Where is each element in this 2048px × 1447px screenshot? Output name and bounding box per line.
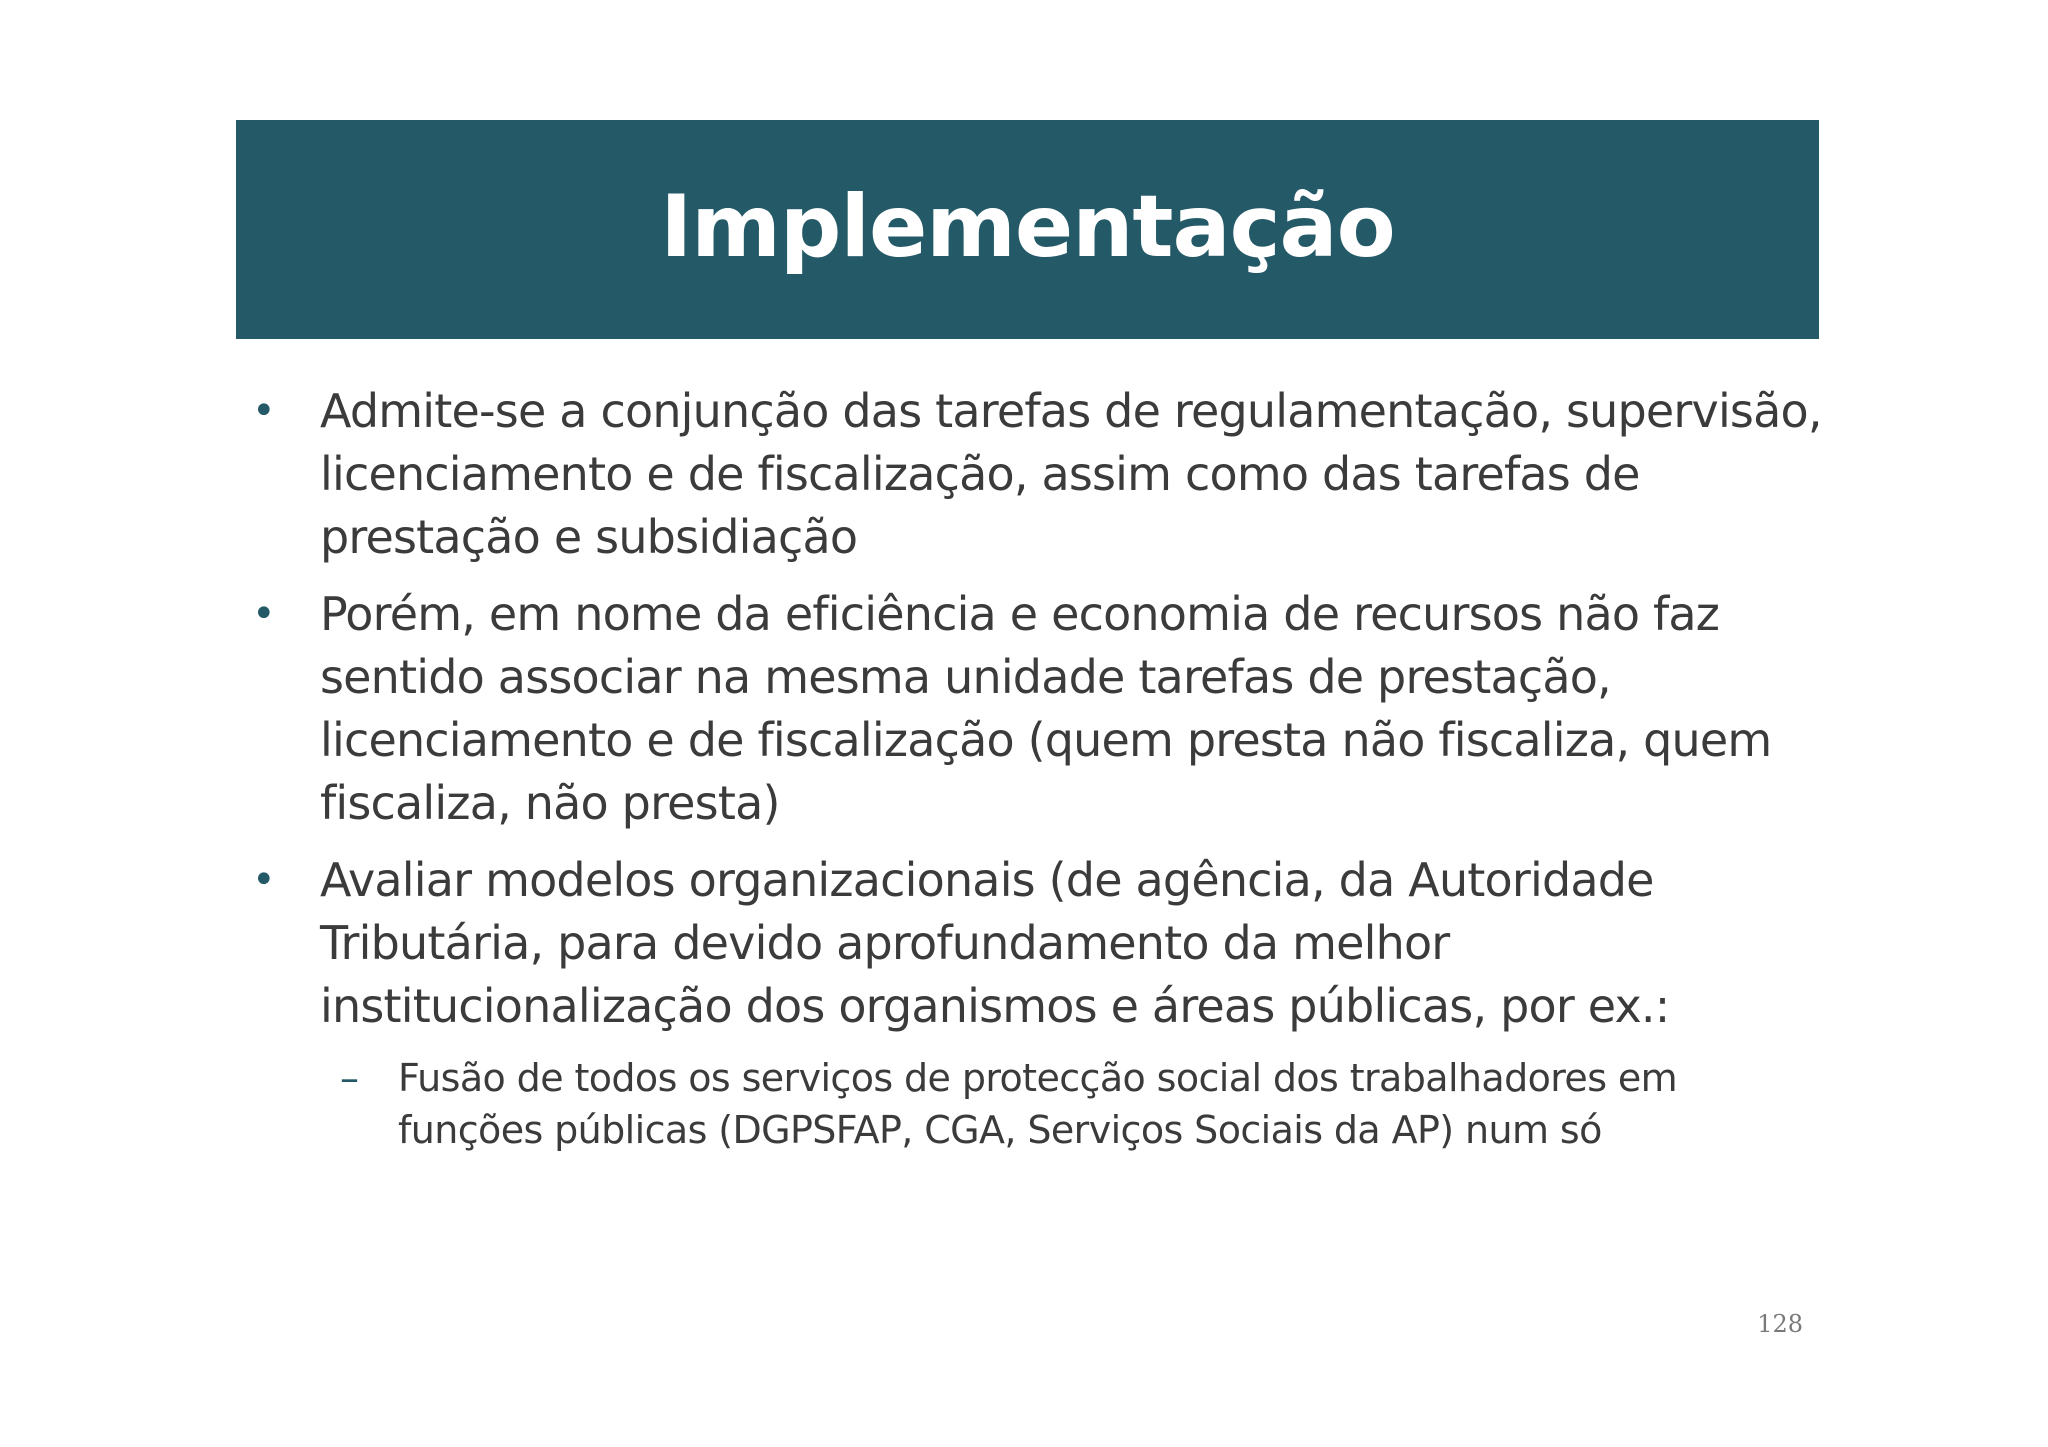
bullet-marker: • [252,857,275,903]
bullet-marker: • [252,388,275,434]
page-number: 128 [1757,1310,1803,1338]
subbullet-item [252,1052,1832,1156]
bullet-marker: • [252,591,275,637]
slide-content [252,380,1832,1156]
subbullet-text: Fusão de todos os serviços de protecção social dos trabalhadores em funções públicas (DGPSFAP, CGA, Serviços Sociais da AP) num só [398,1056,1678,1152]
bullet-text: Avaliar modelos organizacionais (de agência, da Autoridade Tributária, para devido aprofundamento da melhor institucionalização dos organismos e áreas públicas, por ex.: [320,853,1670,1033]
subbullet-marker: – [340,1056,359,1100]
bullet-item [252,380,1832,569]
bullet-text: Admite-se a conjunção das tarefas de regulamentação, supervisão, licenciamento e de fiscalização, assim como das tarefas de prestação e subsidiação [320,384,1822,564]
bullet-item [252,583,1832,835]
bullet-text: Porém, em nome da eficiência e economia de recursos não faz sentido associar na mesma unidade tarefas de prestação, licenciamento e de fiscalização (quem presta não fiscaliza, quem fiscaliza, não presta) [320,587,1772,830]
title-bar [236,120,1819,339]
slide-title: Implementação [660,176,1395,277]
bullet-item [252,849,1832,1038]
